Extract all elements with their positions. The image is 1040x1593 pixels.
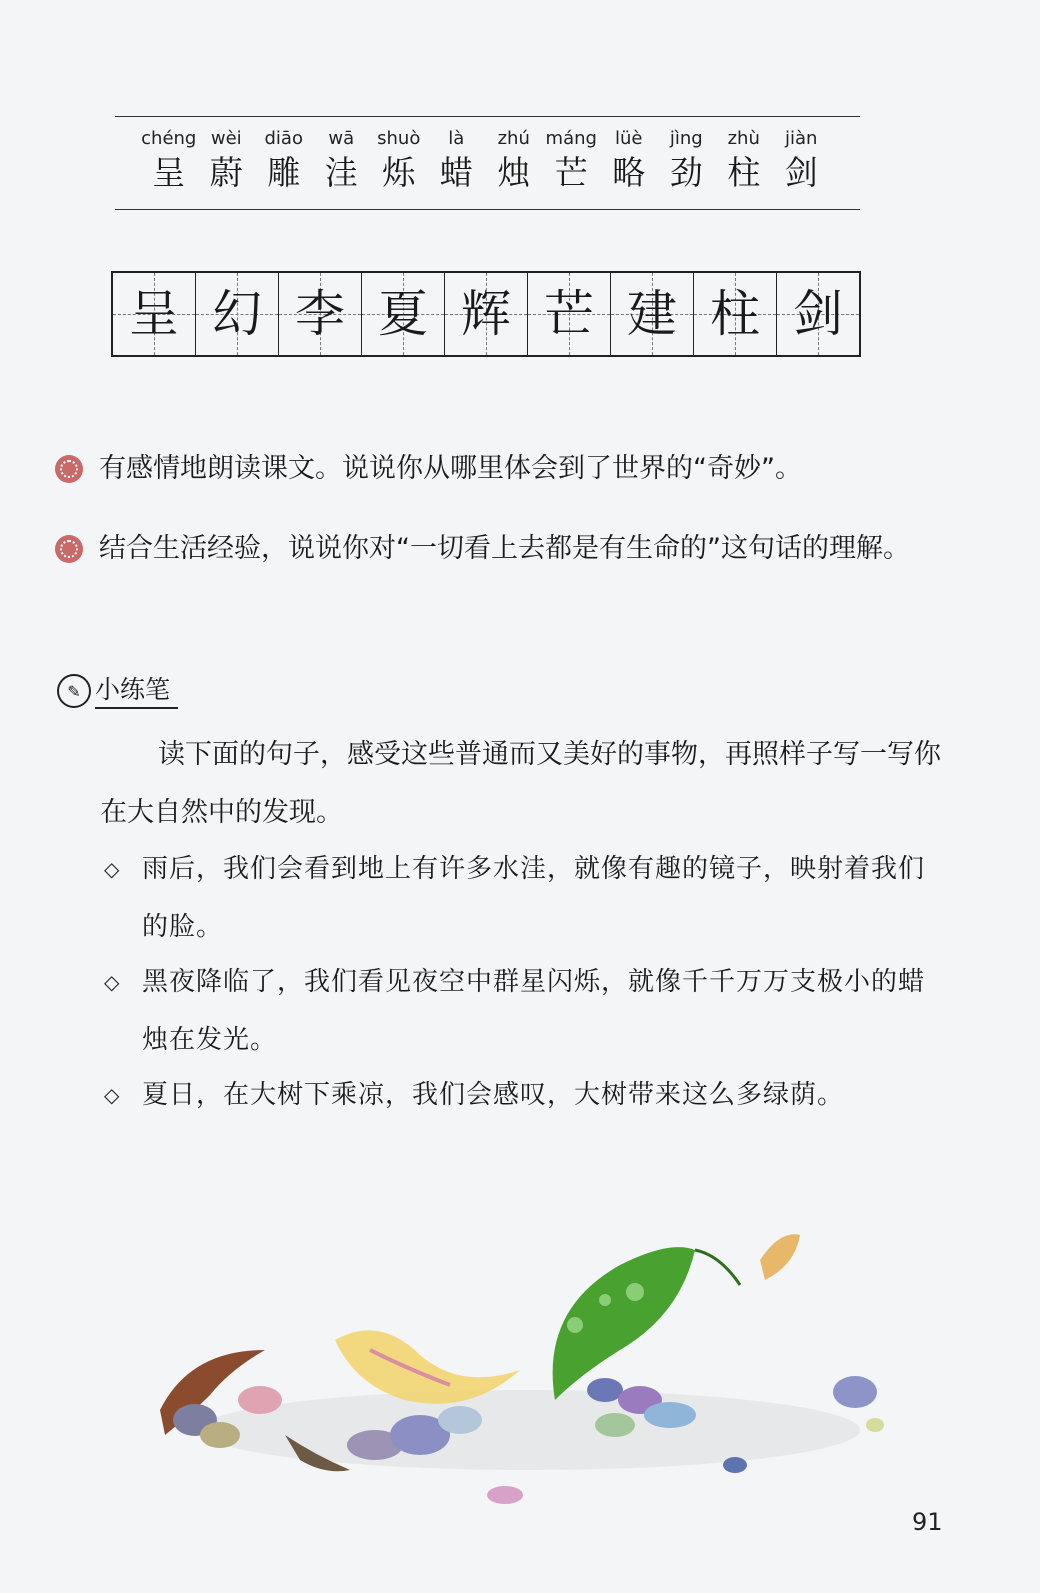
vocab-character: 雕 xyxy=(267,153,301,192)
pinyin: lüè xyxy=(615,128,643,149)
diamond-icon: ◇ xyxy=(104,1083,121,1107)
question-icon xyxy=(55,535,83,563)
vocab-character: 剑 xyxy=(784,153,818,192)
writing-cell xyxy=(445,273,528,355)
vocab-item xyxy=(140,126,198,194)
top-rule xyxy=(115,116,860,117)
writing-character: 建 xyxy=(627,285,677,343)
pen-icon: ✎ xyxy=(57,674,91,708)
writing-cell xyxy=(528,273,611,355)
pinyin: wèi xyxy=(210,128,242,149)
pinyin: zhù xyxy=(727,128,760,149)
example-text: 黑夜降临了，我们看见夜空中群星闪烁，就像千千万万支极小的蜡烛在发光。 xyxy=(142,967,926,1055)
pebble-icon xyxy=(866,1418,884,1432)
vocab-item xyxy=(715,126,773,194)
example-text: 雨后，我们会看到地上有许多水洼，就像有趣的镜子，映射着我们的脸。 xyxy=(142,854,926,942)
pebble-icon xyxy=(200,1422,240,1448)
writing-character: 芒 xyxy=(544,285,594,343)
page-number: 91 xyxy=(912,1508,943,1536)
pinyin: diāo xyxy=(264,128,303,149)
nature-illustration xyxy=(150,1220,910,1520)
pebble-icon xyxy=(833,1376,877,1408)
pebble-icon xyxy=(487,1486,523,1504)
pebble-icon xyxy=(438,1406,482,1434)
writing-character: 幻 xyxy=(212,285,262,343)
writing-character: 夏 xyxy=(378,285,428,343)
vocab-item xyxy=(485,126,543,194)
vocab-character: 芒 xyxy=(554,153,588,192)
question-icon xyxy=(55,455,83,483)
practice-title: 小练笔 xyxy=(95,673,178,709)
vocab-item xyxy=(428,126,486,194)
writing-character: 李 xyxy=(295,285,345,343)
vocab-item xyxy=(255,126,313,194)
vocab-item xyxy=(773,126,831,194)
pebble-icon xyxy=(723,1457,747,1473)
example-1 xyxy=(104,840,944,956)
writing-cell xyxy=(196,273,279,355)
pebble-icon xyxy=(238,1386,282,1414)
vocabulary-strip xyxy=(140,126,840,194)
example-text: 夏日，在大树下乘凉，我们会感叹，大树带来这么多绿荫。 xyxy=(142,1080,845,1110)
pinyin: shuò xyxy=(377,128,421,149)
example-2 xyxy=(104,953,944,1069)
question-1 xyxy=(55,440,955,498)
question-2 xyxy=(55,520,955,578)
pinyin: wā xyxy=(328,128,355,149)
vocab-item xyxy=(658,126,716,194)
pebble-icon xyxy=(587,1378,623,1402)
writing-grid xyxy=(111,271,861,357)
vocab-item xyxy=(370,126,428,194)
pinyin: zhú xyxy=(497,128,530,149)
diamond-icon: ◇ xyxy=(104,970,121,994)
writing-cell xyxy=(362,273,445,355)
vocab-item xyxy=(313,126,371,194)
bottom-rule xyxy=(115,209,860,210)
vocab-character: 蔚 xyxy=(209,153,243,192)
vocab-character: 烛 xyxy=(497,153,531,192)
diamond-icon: ◇ xyxy=(104,857,121,881)
vocab-character: 柱 xyxy=(727,153,761,192)
vocab-character: 烁 xyxy=(382,153,416,192)
pinyin: máng xyxy=(545,128,597,149)
vocab-character: 劲 xyxy=(669,153,703,192)
pinyin: chéng xyxy=(141,128,197,149)
vocab-item xyxy=(600,126,658,194)
question-text: 有感情地朗读课文。说说你从哪里体会到了世界的“奇妙”。 xyxy=(99,453,802,484)
writing-cell xyxy=(694,273,777,355)
practice-heading xyxy=(57,673,178,709)
vocab-character: 洼 xyxy=(324,153,358,192)
vocab-item xyxy=(198,126,256,194)
writing-cell xyxy=(279,273,362,355)
pebble-icon xyxy=(644,1402,696,1428)
pinyin: jiàn xyxy=(785,128,818,149)
vocab-character: 蜡 xyxy=(439,153,473,192)
example-3 xyxy=(104,1066,944,1124)
practice-intro: 读下面的句子，感受这些普通而又美好的事物，再照样子写一写你在大自然中的发现。 xyxy=(100,739,941,828)
pinyin: là xyxy=(448,128,465,149)
writing-character: 辉 xyxy=(461,285,511,343)
small-feather-icon xyxy=(760,1234,800,1280)
vocab-item xyxy=(543,126,601,194)
vocab-character: 略 xyxy=(612,153,646,192)
writing-cell xyxy=(611,273,694,355)
pebble-icon xyxy=(595,1413,635,1437)
question-text: 结合生活经验，说说你对“一切看上去都是有生命的”这句话的理解。 xyxy=(99,533,910,564)
writing-character: 柱 xyxy=(710,285,760,343)
writing-cell xyxy=(113,273,196,355)
writing-character: 剑 xyxy=(793,285,843,343)
writing-cell xyxy=(777,273,859,355)
pinyin: jìng xyxy=(669,128,703,149)
vocab-character: 呈 xyxy=(152,153,186,192)
writing-character: 呈 xyxy=(129,285,179,343)
